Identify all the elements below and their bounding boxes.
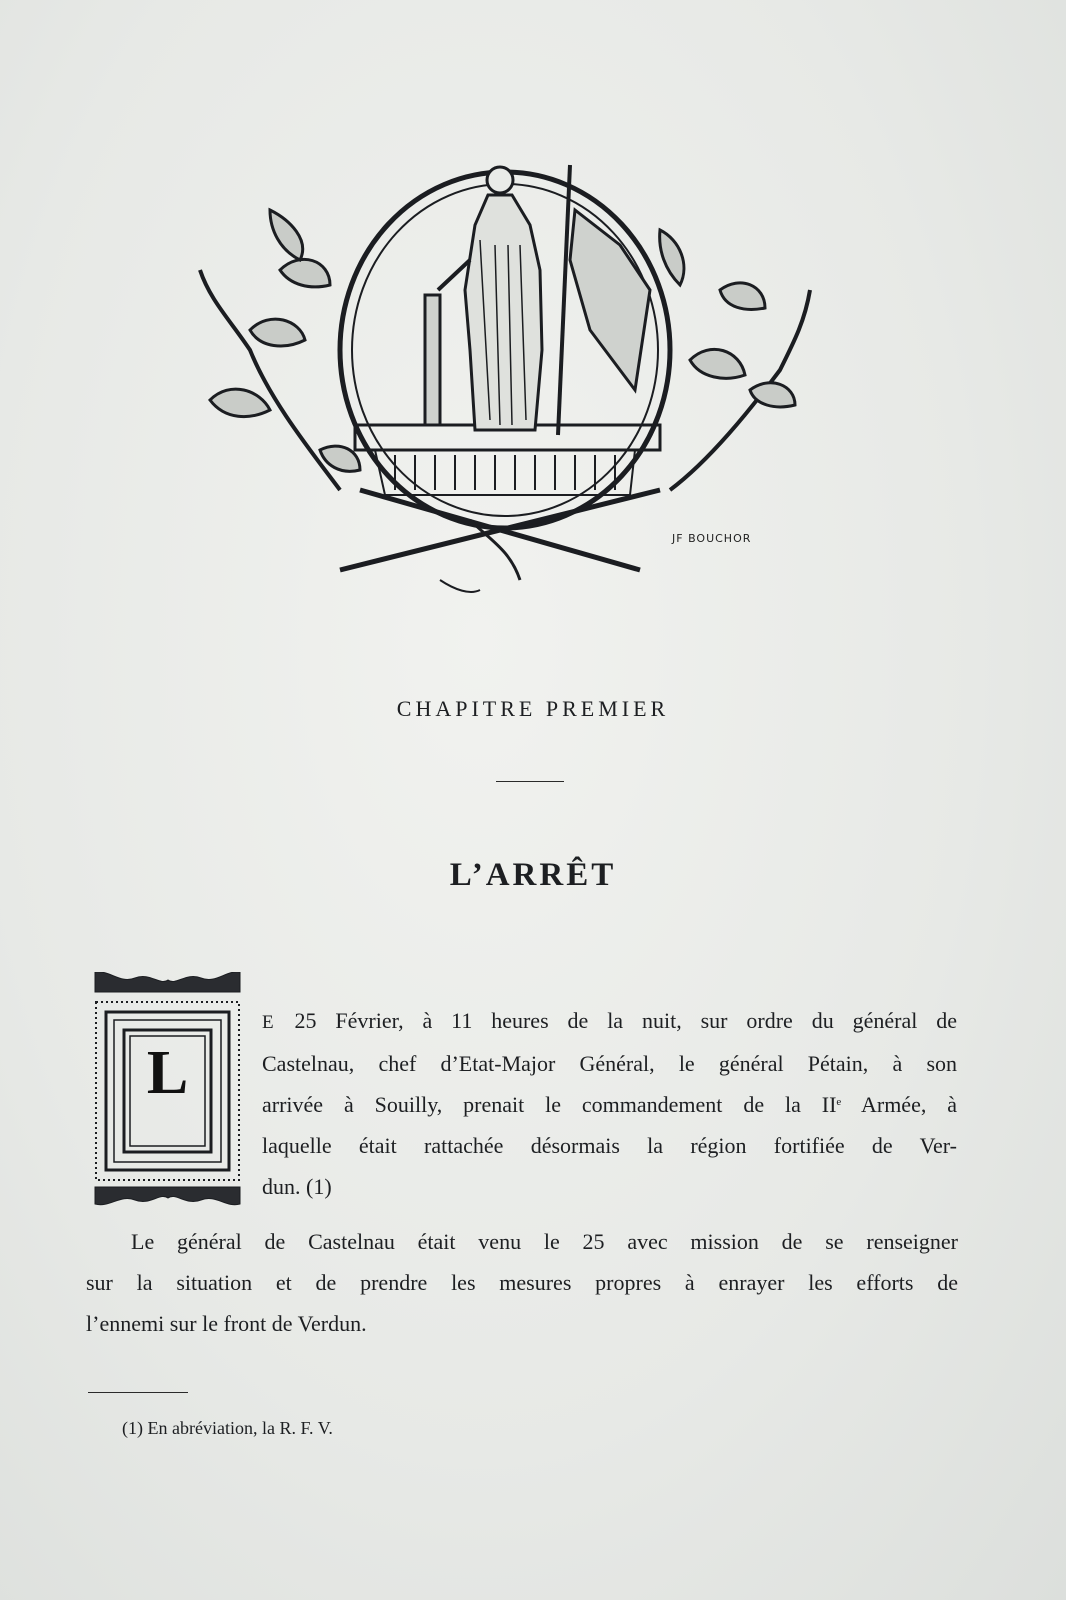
paragraph-1-line-3: arrivée à Souilly, prenait le commandement de la IIe Armée, à — [262, 1092, 957, 1117]
illustrator-signature: JF BOUCHOR — [672, 532, 752, 545]
chapter-divider-rule — [496, 781, 564, 782]
paragraph-1-line-2: Castelnau, chef d’Etat-Major Général, le général Pétain, à son — [262, 1051, 957, 1076]
paragraph-2 — [86, 1221, 958, 1344]
ordinal-superscript: e — [836, 1096, 842, 1108]
footnote: (1) En abréviation, la R. F. V. — [122, 1418, 333, 1438]
paragraph-2-line-1: Le général de Castelnau était venu le 25 avec mission de se renseigner — [131, 1229, 958, 1254]
dropcap-letter: L — [146, 1039, 189, 1107]
paragraph-2-line-3: l’ennemi sur le front de Verdun. — [86, 1311, 367, 1336]
chapter-label: CHAPITRE PREMIER — [396, 696, 670, 721]
paragraph-2-line-2: sur la situation et de prendre les mesures propres à enrayer les efforts de — [86, 1270, 958, 1295]
ornamental-dropcap — [90, 972, 245, 1212]
paragraph-1-line-1: E 25 Février, à 11 heures de la nuit, sur ordre du général de — [262, 1008, 958, 1033]
dropcap-continuation: E — [262, 1012, 274, 1033]
paragraph-1-line-4: laquelle était rattachée désormais la région fortifiée de Ver- — [262, 1133, 957, 1158]
footnote-rule — [88, 1392, 188, 1393]
chapter-title: L’ARRÊT — [449, 857, 617, 893]
paragraph-1-line-5: dun. (1) — [262, 1174, 332, 1199]
paragraph-1 — [262, 1000, 957, 1207]
